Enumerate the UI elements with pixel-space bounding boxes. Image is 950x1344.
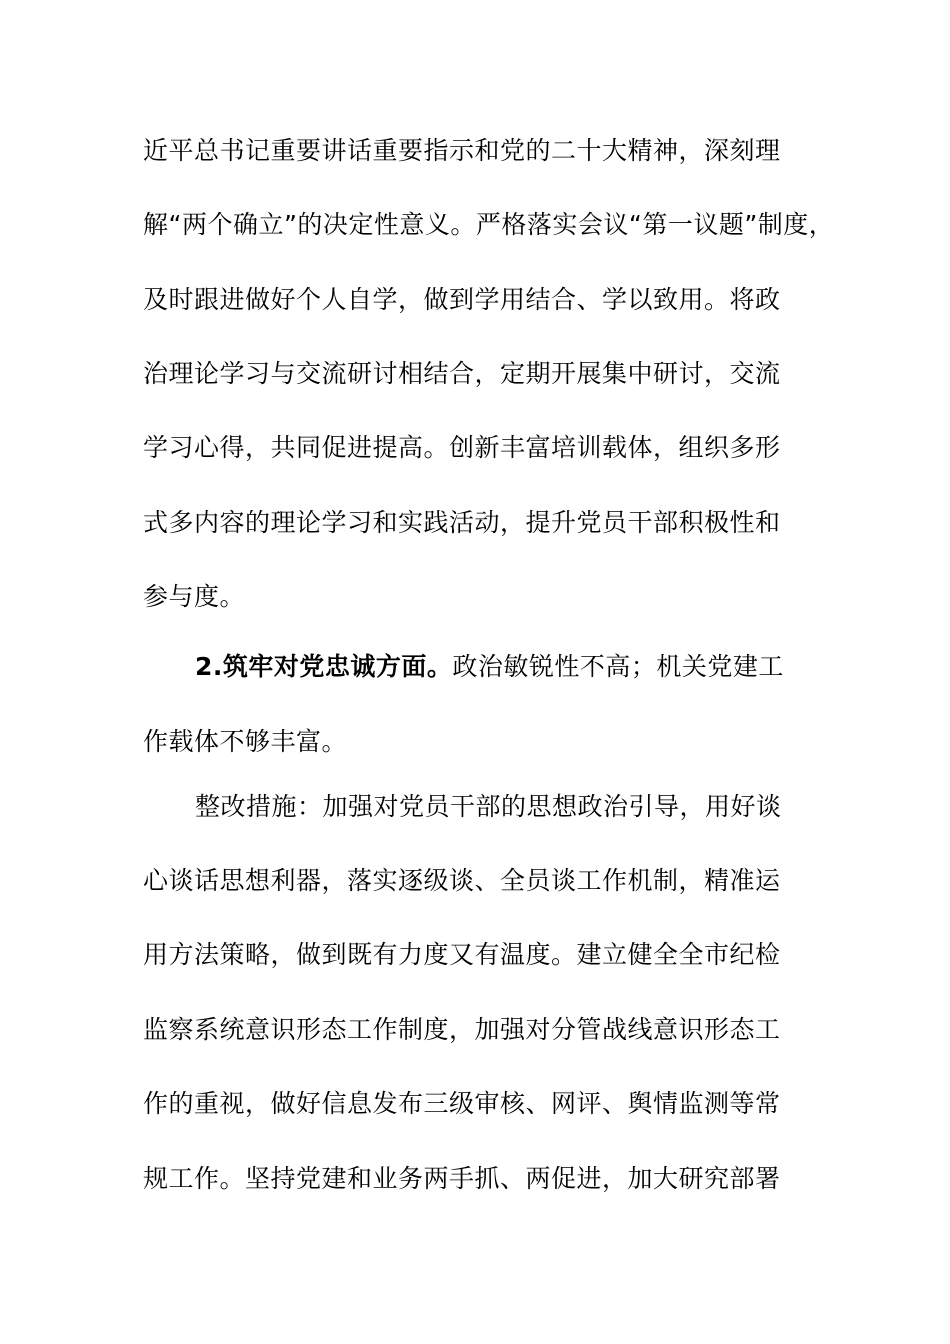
paragraph-line: 作的重视，做好信息发布三级审核、网评、舆情监测等常 [143, 1089, 781, 1118]
paragraph-line: 参与度。 [143, 582, 246, 611]
paragraph-line: 整改措施：加强对党员干部的思想政治引导，用好谈 [195, 792, 782, 821]
paragraph-line: 作载体不够丰富。 [143, 727, 348, 756]
paragraph-line: 学习心得，共同促进提高。创新丰富培训载体，组织多形 [143, 433, 781, 462]
paragraph-line: 近平总书记重要讲话重要指示和党的二十大精神，深刻理 [143, 136, 781, 165]
paragraph-line: 用方法策略，做到既有力度又有温度。建立健全全市纪检 [143, 940, 781, 969]
paragraph-line: 心谈话思想利器，落实逐级谈、全员谈工作机制，精准运 [143, 866, 781, 895]
paragraph-line: 及时跟进做好个人自学，做到学用结合、学以致用。将政 [143, 285, 781, 314]
paragraph-line: 规工作。坚持党建和业务两手抓、两促进，加大研究部署 [143, 1164, 781, 1193]
section-heading: 2.筑牢对党忠诚方面。 [195, 652, 453, 681]
section-heading-line [195, 651, 895, 683]
paragraph-line: 式多内容的理论学习和实践活动，提升党员干部积极性和 [143, 508, 781, 537]
section-heading-text: 政治敏锐性不高；机关党建工 [452, 652, 784, 681]
paragraph-line: 治理论学习与交流研讨相结合，定期开展集中研讨，交流 [143, 359, 781, 388]
paragraph-line: 监察系统意识形态工作制度，加强对分管战线意识形态工 [143, 1015, 781, 1044]
paragraph-line: 解“两个确立”的决定性意义。严格落实会议“第一议题”制度， [143, 210, 835, 239]
